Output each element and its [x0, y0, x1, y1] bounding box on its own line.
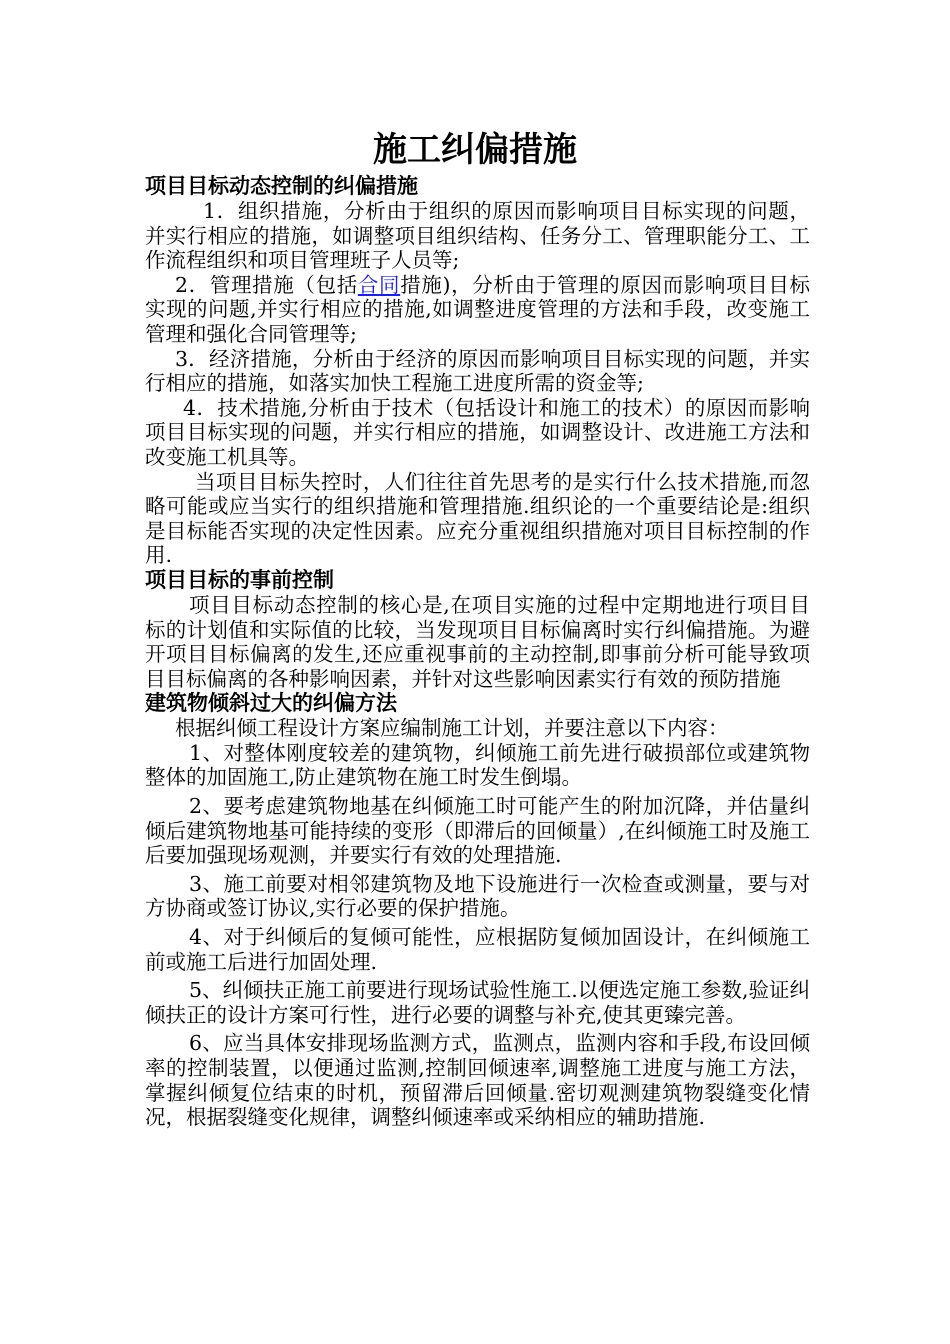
contract-link[interactable]: 合同: [357, 272, 401, 297]
list-item: 2、要考虑建筑物地基在纠倾施工时可能产生的附加沉降，并估量纠倾后建筑物地基可能持续的变形（即滞后的回倾量）,在纠倾施工时及施工后要加强现场观测，并要实行有效的处理措施.: [145, 794, 810, 868]
section-heading-dynamic-control: 项目目标动态控制的纠偏措施: [145, 174, 418, 198]
section-heading-tilt-correction: 建筑物倾斜过大的纠偏方法: [145, 691, 397, 716]
paragraph-technical-measures: 4．技术措施,分析由于技术（包括设计和施工的技术）的原因而影响项目目标实现的问题，并实行相应的措施，如调整设计、改进施工方法和改变施工机具等。: [145, 395, 810, 469]
paragraph-management-measures: [145, 273, 810, 347]
paragraph-text: 措施)，分析由于管理的原因而影响项目目标实现的问题,并实行相应的措施,如调整进度管理的方法和手段，改变施工管理和强化合同管理等;: [145, 272, 811, 346]
list-item: 5、纠倾扶正施工前要进行现场试验性施工.以便选定施工参数,验证纠倾扶正的设计方案可行性，进行必要的调整与补充,使其更臻完善。: [145, 978, 810, 1027]
paragraph-out-of-control: 当项目目标失控时，人们往往首先思考的是实行什么技术措施,而忽略可能或应当实行的组织措施和管理措施.组织论的一个重要结论是:组织是目标能否实现的决定性因素。应充分重视组织措施对项目目标控制的作用.: [145, 469, 810, 568]
document-title: 施工纠偏措施: [373, 130, 577, 170]
list-item: 3、施工前要对相邻建筑物及地下设施进行一次检查或测量，要与对方协商或签订协议,实行必要的保护措施。: [145, 871, 810, 921]
list-item: 1、对整体刚度较差的建筑物，纠倾施工前先进行破损部位或建筑物整体的加固施工,防止建筑物在施工时发生倒塌。: [145, 740, 810, 790]
list-item: 4、对于纠倾后的复倾可能性，应根据防复倾加固设计，在纠倾施工前或施工后进行加固处理.: [145, 925, 810, 974]
paragraph-advance-control: 项目目标动态控制的核心是,在项目实施的过程中定期地进行项目目标的计划值和实际值的比较，当发现项目目标偏离时实行纠偏措施。为避开项目目标偏离的发生,还应重视事前的主动控制,即事前分析可能导致项目目标偏离的各种影响因素，并针对这些影响因素实行有效的预防措施: [145, 592, 810, 691]
paragraph-economic-measures: 3．经济措施，分析由于经济的原因而影响项目目标实现的问题，并实行相应的措施，如落实加快工程施工进度所需的资金等;: [145, 346, 810, 396]
paragraph-organizational-measures: 1．组织措施，分析由于组织的原因而影响项目目标实现的问题，并实行相应的措施，如调整项目组织结构、任务分工、管理职能分工、工作流程组织和项目管理班子人员等;: [145, 199, 810, 273]
paragraph-text: 2．管理措施（包括: [175, 272, 358, 297]
document-body: [145, 174, 810, 1130]
paragraph-tilt-intro: 根据纠倾工程设计方案应编制施工计划，并要注意以下内容：: [175, 716, 729, 741]
list-item: 6、应当具体安排现场监测方式，监测点，监测内容和手段,布设回倾率的控制装置，以便通过监测,控制回倾速率,调整施工进度与施工方法，掌握纠倾复位结束的时机，预留滞后回倾量.密切观测建筑物裂缝变化情况，根据裂缝变化规律，调整纠倾速率或采纳相应的辅助措施.: [145, 1031, 810, 1130]
section-heading-advance-control: 项目目标的事前控制: [145, 567, 334, 592]
